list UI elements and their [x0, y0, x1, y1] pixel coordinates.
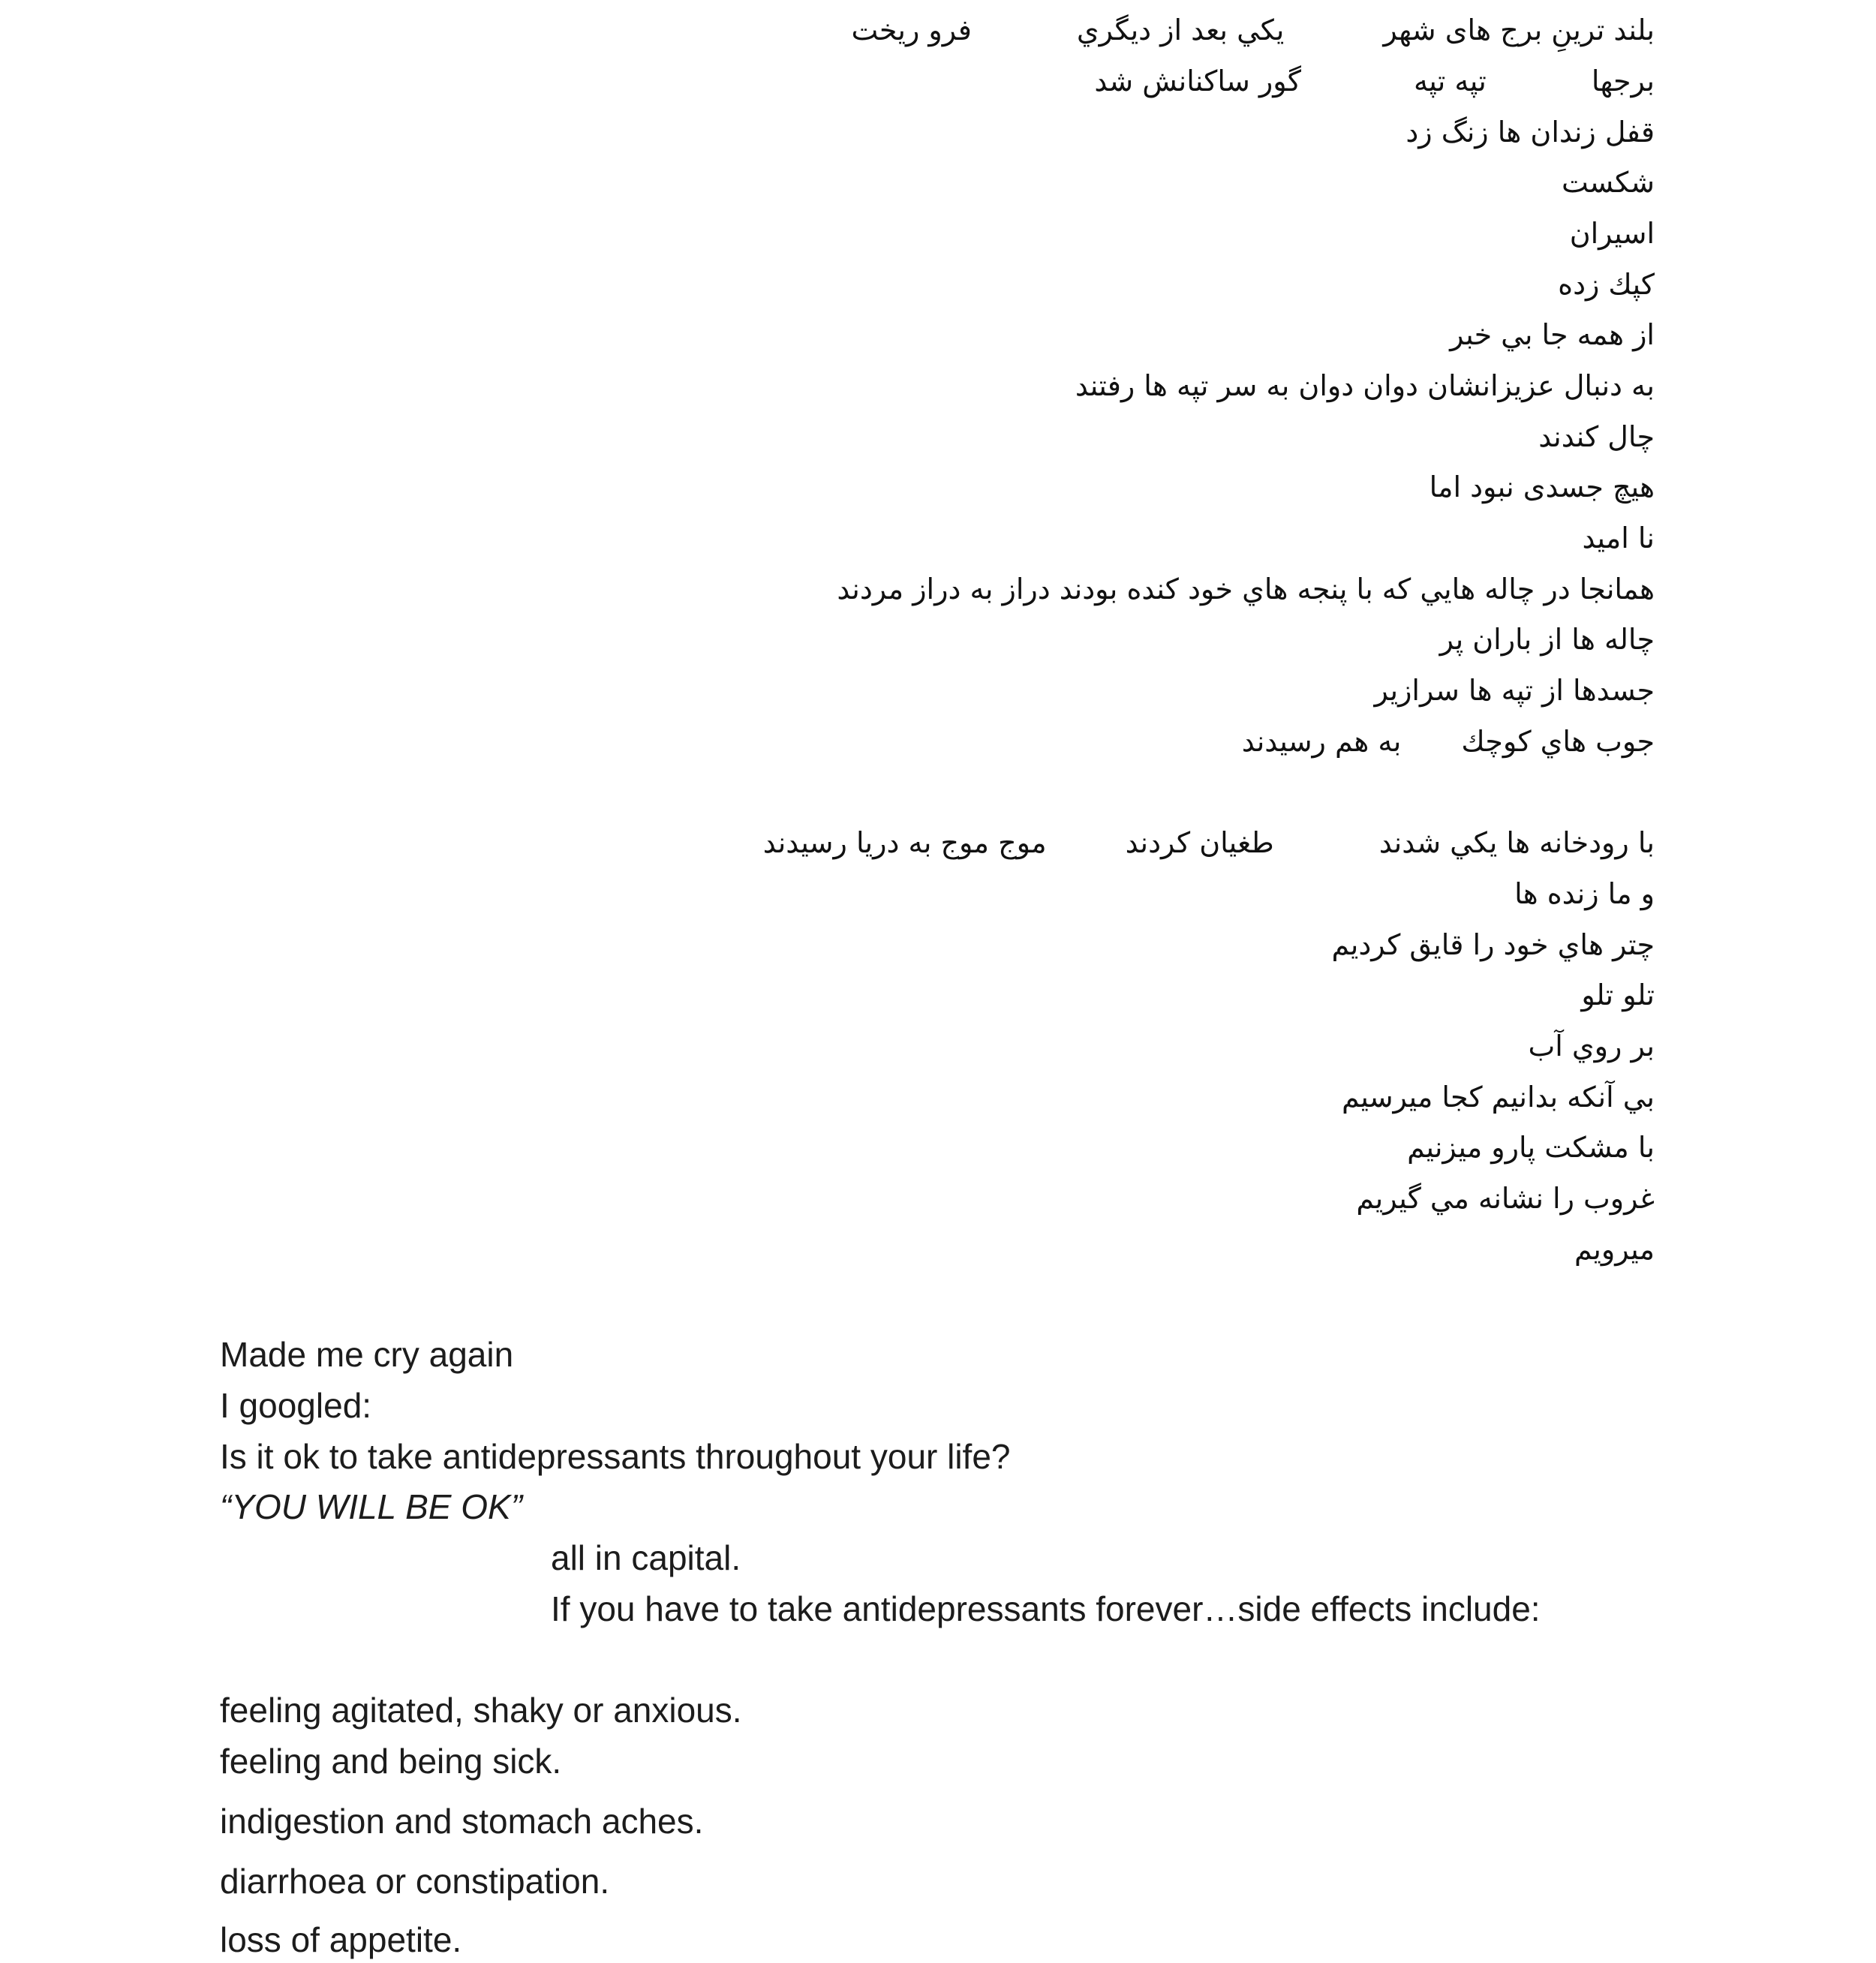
poem-line-6 — [1558, 262, 1655, 307]
poem-line-18 — [1332, 922, 1655, 967]
poem-segment: با مشكت پارو میزنیم — [1407, 1131, 1655, 1164]
poem-line-3 — [1405, 110, 1655, 155]
poem-segment: جسدها از تپه ها سرازیر — [1374, 674, 1655, 707]
side-effect-item: feeling and being sick. — [220, 1742, 562, 1781]
poem-segment: هیچ جسدی نبود اما — [1429, 470, 1655, 504]
poem-segment: برجها — [1591, 65, 1655, 98]
poem-line-10 — [1430, 464, 1655, 510]
poem-line-15 — [1242, 719, 1655, 764]
poem-line-19 — [1581, 972, 1655, 1018]
poem-line-23 — [1356, 1176, 1655, 1221]
poem-segment: و ما زنده ها — [1514, 877, 1655, 910]
text-line: all in capital. — [551, 1538, 741, 1577]
poem-line-17 — [1514, 871, 1655, 916]
poem-segment: بلند ترینِ برج های شهر — [1383, 14, 1655, 47]
text-line: I googled: — [220, 1386, 372, 1425]
poem-line-21 — [1342, 1075, 1655, 1120]
poem-line-1 — [852, 8, 1655, 53]
poem-line-12 — [837, 567, 1655, 612]
text-line: Is it ok to take antidepressants throughout your life? — [220, 1437, 1011, 1476]
poem-line-11 — [1582, 516, 1655, 561]
side-effect-item: diarrhoea or constipation. — [220, 1862, 610, 1901]
side-effect-item: feeling agitated, shaky or anxious. — [220, 1691, 742, 1730]
poem-line-22 — [1407, 1125, 1655, 1170]
poem-line-7 — [1450, 312, 1655, 357]
poem-segment: با رودخانه ها یكي شدند — [1378, 826, 1655, 859]
poem-segment: فرو ریخت — [851, 14, 972, 47]
poem-segment: اسیران — [1569, 217, 1655, 250]
poem-segment: تلو تلو — [1581, 978, 1655, 1012]
poem-line-16 — [763, 820, 1655, 865]
poem-line-14 — [1375, 668, 1655, 713]
poem-segment: بي آنكه بدانیم كجا میرسیم — [1341, 1081, 1655, 1114]
quoted-answer: “YOU WILL BE OK” — [220, 1487, 523, 1526]
poem-segment: غروب را نشانه مي گیریم — [1356, 1182, 1655, 1215]
poem-segment: گور ساكنانش شد — [1094, 65, 1301, 98]
poem-line-13 — [1440, 617, 1655, 662]
poem-segment: بر روي آب — [1528, 1030, 1655, 1063]
poem-segment: همانجا در چاله هایي كه با پنجه هاي خود كنده بودند دراز به دراز مردند — [837, 573, 1655, 606]
poem-line-9 — [1538, 414, 1655, 459]
poem-segment: موج موج به دریا رسیدند — [762, 826, 1047, 859]
poem-line-8 — [1075, 363, 1655, 408]
poem-line-20 — [1529, 1024, 1655, 1069]
poem-segment: به هم رسیدند — [1241, 725, 1402, 758]
poem-segment: قفل زندان ها زنگ زد — [1405, 116, 1655, 149]
poem-segment: یكي بعد از دیگري — [1076, 14, 1285, 47]
text-line: If you have to take antidepressants forever…side effects include: — [551, 1589, 1541, 1628]
poem-segment: جوب هاي كوچك — [1461, 725, 1655, 758]
poem-segment: چاله ها از باران پر — [1439, 623, 1655, 656]
side-effect-item: indigestion and stomach aches. — [220, 1802, 704, 1841]
poem-line-4 — [1562, 160, 1655, 205]
text-line: Made me cry again — [220, 1335, 514, 1374]
poem-segment: به دنبال عزیزانشان دوان دوان به سر تپه ها رفتند — [1075, 369, 1655, 402]
poem-segment: چتر هاي خود را قایق كردیم — [1331, 928, 1655, 961]
poem-line-5 — [1570, 211, 1655, 256]
poem-segment: شكست — [1561, 166, 1655, 199]
poem-line-24 — [1574, 1227, 1655, 1272]
poem-line-2 — [1094, 59, 1655, 104]
side-effect-item: loss of appetite. — [220, 1920, 462, 1959]
poem-segment: نا امید — [1582, 522, 1655, 555]
poem-segment: كپك زده — [1558, 268, 1655, 301]
poem-segment: میرویم — [1574, 1233, 1655, 1266]
poem-segment: از همه جا بي خبر — [1450, 318, 1655, 351]
poem-segment: طغیان كردند — [1125, 826, 1274, 859]
poem-segment: چال كندند — [1538, 420, 1655, 453]
poem-segment: تپه تپه — [1413, 65, 1487, 98]
